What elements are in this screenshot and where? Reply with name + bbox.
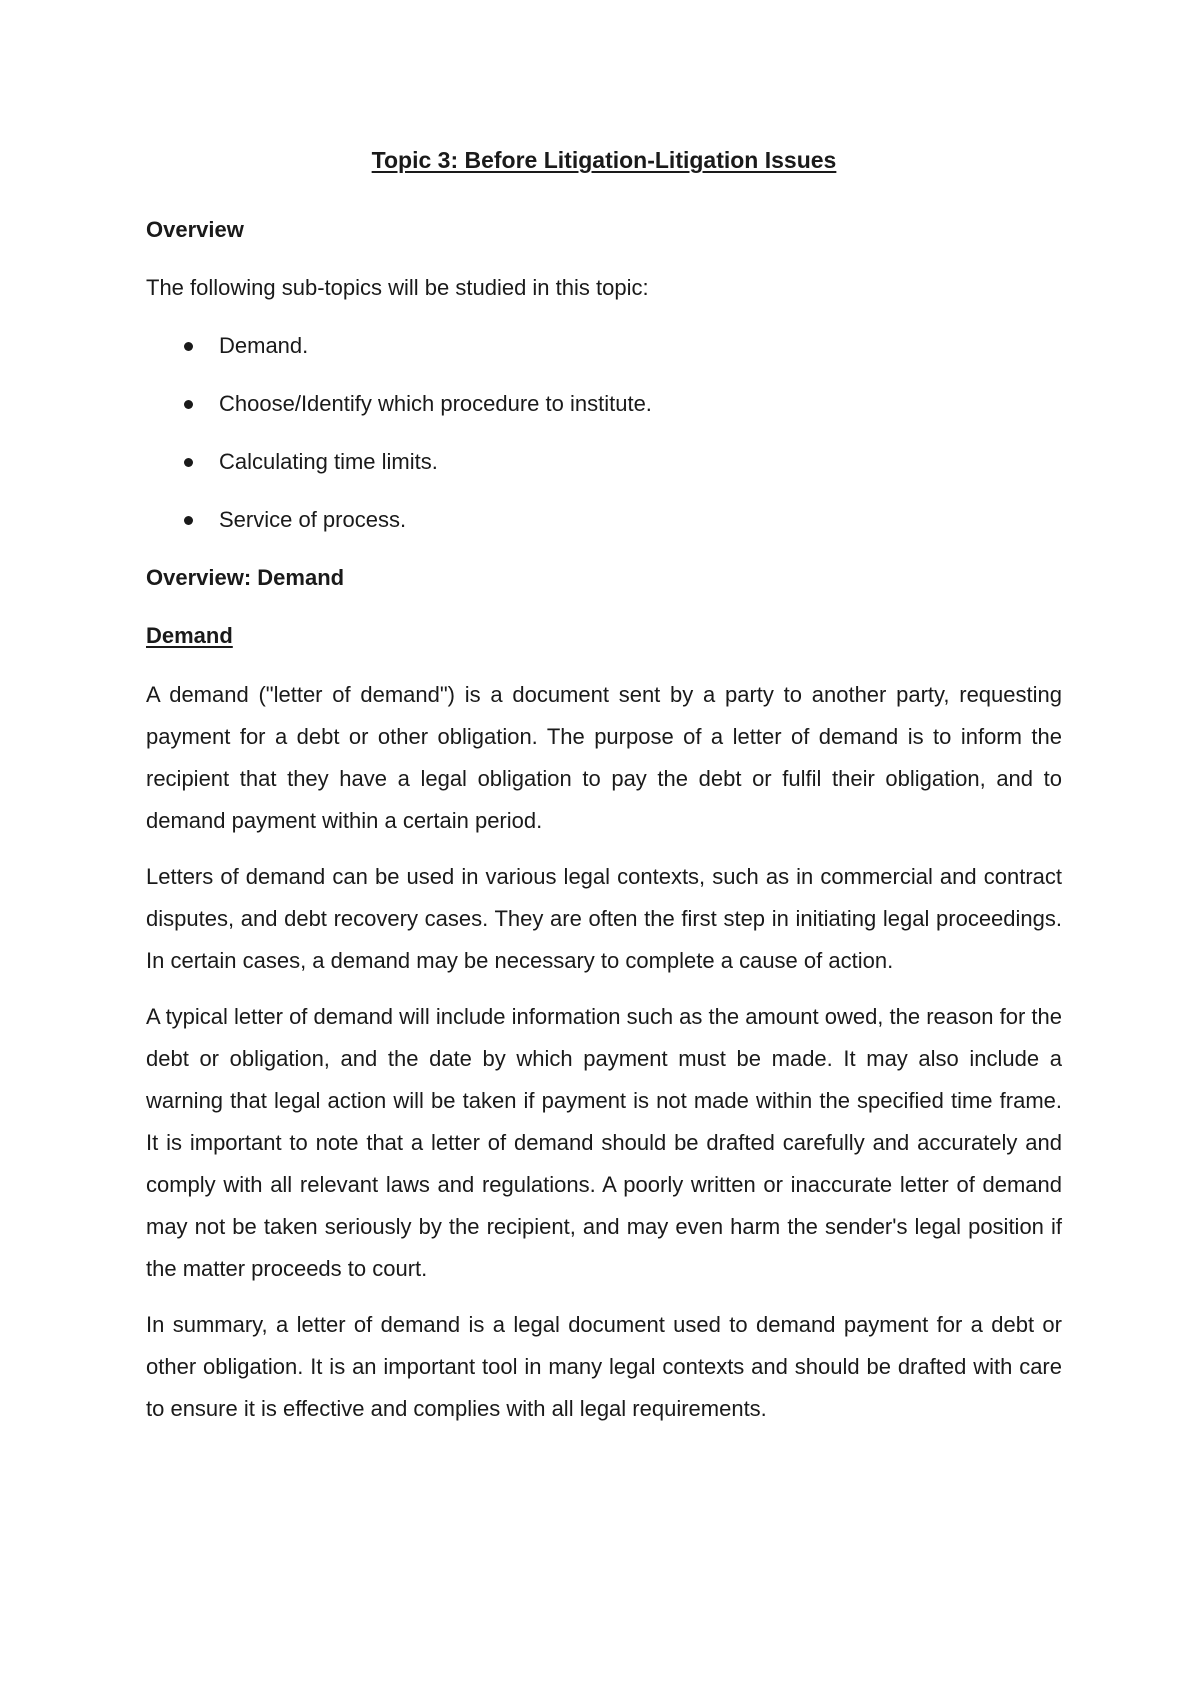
paragraph: In summary, a letter of demand is a legal document used to demand payment for a debt or other obligation. It is an important tool in many legal contexts and should be drafted with care to ensure it is effective and complies with all legal requirements.	[146, 1312, 1062, 1421]
demand-heading: Demand	[146, 623, 233, 648]
paragraph: A typical letter of demand will include information such as the amount owed, the reason for the debt or obligation, and the date by which payment must be made. It may also include a warning that legal action will be taken if payment is not made within the specified time frame. It is important to note that a letter of demand should be drafted carefully and accurately and comply with all relevant laws and regulations. A poorly written or inaccurate letter of demand may not be taken seriously by the recipient, and may even harm the sender's legal position if the matter proceeds to court.	[146, 1004, 1062, 1281]
document-title: Topic 3: Before Litigation-Litigation Issues	[371, 147, 837, 173]
list-item-label: Demand.	[219, 333, 309, 358]
subtopic-list	[146, 326, 1062, 540]
list-item	[146, 326, 1062, 366]
paragraph: Letters of demand can be used in various legal contexts, such as in commercial and contract disputes, and debt recovery cases. They are often the first step in initiating legal proceedings. In certain cases, a demand may be necessary to complete a cause of action.	[146, 864, 1062, 973]
overview-heading: Overview	[146, 217, 244, 242]
intro-text: The following sub-topics will be studied in this topic:	[146, 275, 649, 300]
bullet-icon	[184, 400, 193, 409]
bullet-icon	[184, 516, 193, 525]
list-item	[146, 442, 1062, 482]
document-page	[146, 140, 1062, 1444]
list-item-label: Calculating time limits.	[219, 449, 438, 474]
overview-demand-heading: Overview: Demand	[146, 565, 345, 590]
bullet-icon	[184, 342, 193, 351]
list-item	[146, 384, 1062, 424]
paragraph: A demand ("letter of demand") is a document sent by a party to another party, requesting payment for a debt or other obligation. The purpose of a letter of demand is to inform the recipient that they have a legal obligation to pay the debt or fulfil their obligation, and to demand payment within a certain period.	[146, 682, 1062, 833]
list-item-label: Choose/Identify which procedure to institute.	[219, 391, 652, 416]
list-item	[146, 500, 1062, 540]
list-item-label: Service of process.	[219, 507, 407, 532]
bullet-icon	[184, 458, 193, 467]
